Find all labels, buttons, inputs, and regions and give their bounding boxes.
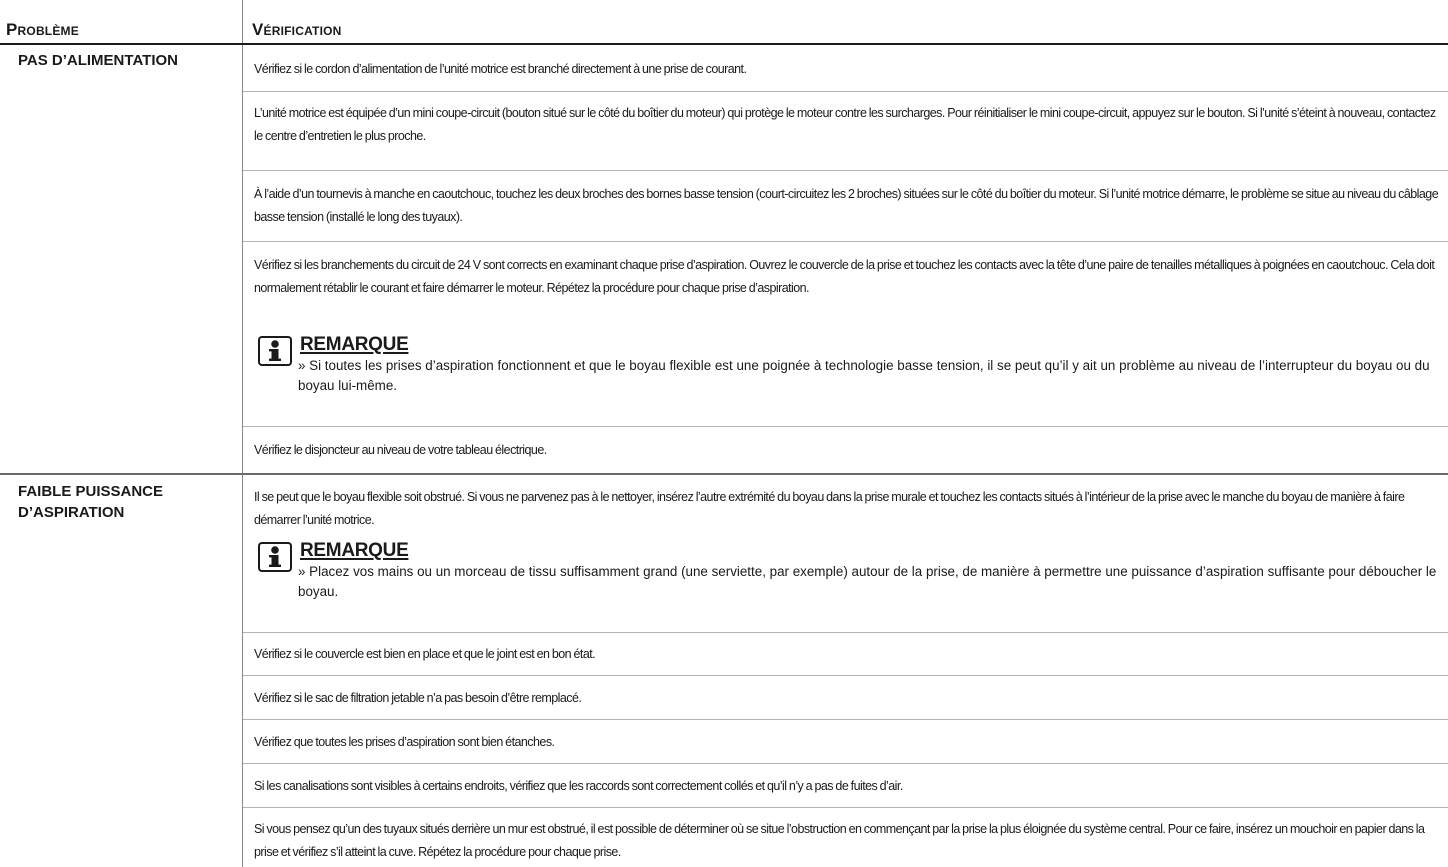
row-divider <box>243 807 1448 808</box>
check-item: À l’aide d’un tournevis à manche en caoutchouc, touchez les deux broches des bornes basse tension (court-circuitez les 2 broches) situées sur le côté du boîtier du moteur. Si l’unité motrice démarre, le problème se situe au niveau du câblage basse tension (installé le long des tuyaux). <box>254 187 1439 224</box>
row-divider <box>243 426 1448 427</box>
header-rule <box>0 43 1448 45</box>
column-divider <box>242 0 243 43</box>
row-divider <box>243 91 1448 92</box>
row-divider <box>243 170 1448 171</box>
row-divider <box>243 719 1448 720</box>
info-icon <box>258 336 292 366</box>
note-box <box>258 540 1440 599</box>
note-title: REMARQUE <box>300 540 409 561</box>
note-text: » Si toutes les prises d’aspiration fonctionnent et que le boyau flexible est une poignée à technologie basse tension, il se peut qu’il y ait un problème au niveau de l’interrupteur du boyau ou du boyau lui-même. <box>298 358 1430 393</box>
row-divider <box>243 241 1448 242</box>
check-item: L’unité motrice est équipée d’un mini coupe-circuit (bouton situé sur le côté du boîtier du moteur) qui protège le moteur contre les surcharges. Pour réinitialiser le mini coupe-circuit, appuyez sur le bouton. Si l’unité s’éteint à nouveau, contactez le centre d’entretien le plus proche. <box>254 106 1436 143</box>
check-item: Vérifiez si les branchements du circuit de 24 V sont corrects en examinant chaque prise d’aspiration. Ouvrez le couvercle de la prise et touchez les contacts avec la tête d’une paire de tenailles métalliques à poignées en caoutchouc. Cela doit normalement rétablir le courant et faire démarrer le moteur. Répétez la procédure pour chaque prise d’aspiration. <box>254 258 1435 295</box>
row-divider <box>243 763 1448 764</box>
check-item: Vérifiez que toutes les prises d’aspiration sont bien étanches. <box>254 735 555 749</box>
check-item: Vérifiez si le sac de filtration jetable n’a pas besoin d’être remplacé. <box>254 691 582 705</box>
row-divider <box>243 632 1448 633</box>
column-header-problem: Problème <box>6 20 79 39</box>
column-divider <box>242 45 243 867</box>
note-box <box>258 334 1440 393</box>
column-header-verification: Vérification <box>252 20 342 39</box>
check-item: Il se peut que le boyau flexible soit obstrué. Si vous ne parvenez pas à le nettoyer, insérez l’autre extrémité du boyau dans la prise murale et touchez les contacts situés à l’intérieur de la prise avec le manche du boyau de manière à faire démarrer l’unité motrice. <box>254 490 1405 527</box>
problem-label: PAS D’ALIMENTATION <box>18 52 178 69</box>
check-item: Si les canalisations sont visibles à certains endroits, vérifiez que les raccords sont correctement collés et qu’il n’y a pas de fuites d’air. <box>254 779 903 793</box>
note-title: REMARQUE <box>300 334 409 355</box>
check-item: Vérifiez si le couvercle est bien en place et que le joint est en bon état. <box>254 647 596 661</box>
note-text: » Placez vos mains ou un morceau de tissu suffisamment grand (une serviette, par exemple) autour de la prise, de manière à permettre une puissance d’aspiration suffisante pour déboucher le boyau. <box>298 564 1437 599</box>
check-item: Vérifiez si le cordon d’alimentation de l’unité motrice est branché directement à une prise de courant. <box>254 62 747 76</box>
group-divider <box>0 473 1448 475</box>
problem-label: FAIBLE PUISSANCE D’ASPIRATION <box>18 483 164 521</box>
check-item: Vérifiez le disjoncteur au niveau de votre tableau électrique. <box>254 443 547 457</box>
row-divider <box>243 675 1448 676</box>
info-icon <box>258 542 292 572</box>
check-item: Si vous pensez qu’un des tuyaux situés derrière un mur est obstrué, il est possible de déterminer où se situe l’obstruction en commençant par la prise la plus éloignée du système central. Pour ce faire, insérez un mouchoir en papier dans la prise et vérifiez s’il atteint la cuve. Répétez la procédure pour chaque prise. <box>254 822 1425 859</box>
